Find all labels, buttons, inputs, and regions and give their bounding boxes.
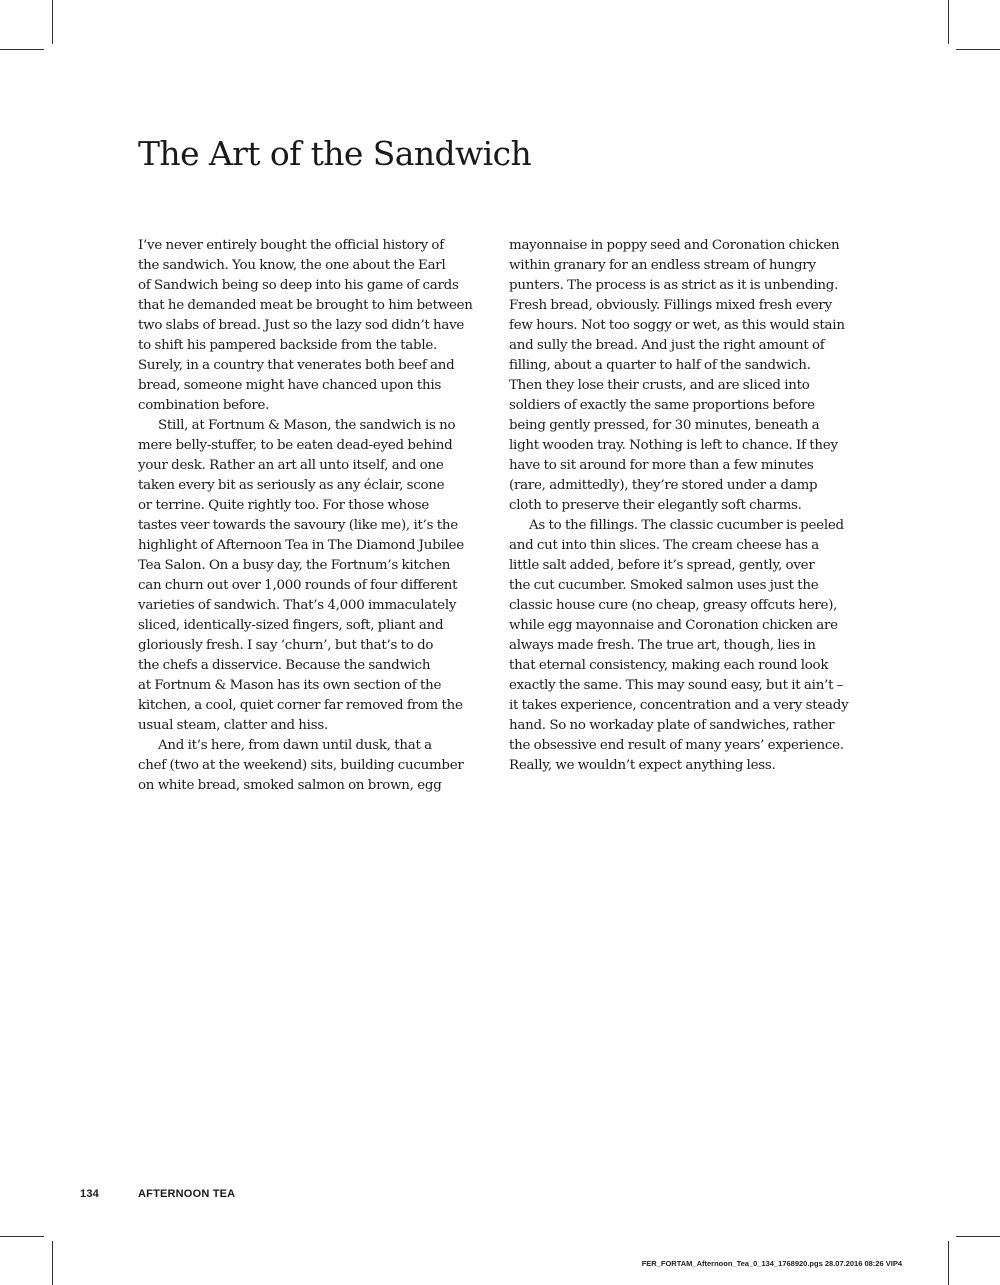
crop-mark-bottom-left-horizontal bbox=[0, 1236, 44, 1237]
text-line: always made fresh. The true art, though, lies in bbox=[509, 638, 816, 653]
text-line: chef (two at the weekend) sits, building cucumber bbox=[138, 758, 464, 773]
running-head: AFTERNOON TEA bbox=[138, 1188, 236, 1200]
crop-mark-top-left-horizontal bbox=[0, 49, 44, 50]
text-line: light wooden tray. Nothing is left to chance. If they bbox=[509, 438, 838, 453]
crop-mark-top-right-vertical bbox=[948, 0, 949, 44]
text-line: sliced, identically-sized fingers, soft, pliant and bbox=[138, 618, 444, 633]
text-line: Then they lose their crusts, and are sliced into bbox=[509, 378, 810, 393]
text-line: kitchen, a cool, quiet corner far removed from the bbox=[138, 698, 463, 713]
text-line: Really, we wouldn’t expect anything less. bbox=[509, 758, 776, 773]
text-line: I’ve never entirely bought the official history of bbox=[138, 238, 444, 253]
text-line: mayonnaise in poppy seed and Coronation chicken bbox=[509, 238, 840, 253]
text-line: (rare, admittedly), they’re stored under a damp bbox=[509, 478, 818, 493]
text-line: few hours. Not too soggy or wet, as this would stain bbox=[509, 318, 845, 333]
text-line: the sandwich. You know, the one about the Earl bbox=[138, 258, 446, 273]
text-line: on white bread, smoked salmon on brown, egg bbox=[138, 778, 442, 793]
text-line: your desk. Rather an art all unto itself, and one bbox=[138, 458, 444, 473]
text-line: of Sandwich being so deep into his game of cards bbox=[138, 278, 459, 293]
text-line: the cut cucumber. Smoked salmon uses just the bbox=[509, 578, 819, 593]
text-line: while egg mayonnaise and Coronation chicken are bbox=[509, 618, 838, 633]
text-line: hand. So no workaday plate of sandwiches, rather bbox=[509, 718, 835, 733]
text-line: bread, someone might have chanced upon this bbox=[138, 378, 442, 393]
text-line: two slabs of bread. Just so the lazy sod didn’t have bbox=[138, 318, 465, 333]
print-slug: FER_FORTAM_Afternoon_Tea_0_134_1768920.pgs 28.07.2016 08:26 VIP4 bbox=[641, 1259, 902, 1268]
text-line: Surely, in a country that venerates both beef and bbox=[138, 358, 455, 373]
body-column-left bbox=[138, 236, 490, 796]
text-line: the chefs a disservice. Because the sandwich bbox=[138, 658, 431, 673]
text-line: soldiers of exactly the same proportions before bbox=[509, 398, 815, 413]
body-column-right bbox=[509, 236, 861, 776]
crop-mark-top-left-vertical bbox=[52, 0, 53, 44]
text-line: exactly the same. This may sound easy, but it ain’t – bbox=[509, 678, 844, 693]
crop-mark-bottom-right-horizontal bbox=[956, 1236, 1000, 1237]
text-line: mere belly-stuffer, to be eaten dead-eyed behind bbox=[138, 438, 453, 453]
text-line: Still, at Fortnum & Mason, the sandwich is no bbox=[158, 418, 456, 433]
text-line: usual steam, clatter and hiss. bbox=[138, 718, 328, 733]
text-line: and cut into thin slices. The cream cheese has a bbox=[509, 538, 819, 553]
crop-mark-bottom-left-vertical bbox=[52, 1241, 53, 1285]
text-line: it takes experience, concentration and a very steady bbox=[509, 698, 849, 713]
text-line: Tea Salon. On a busy day, the Fortnum’s kitchen bbox=[138, 558, 451, 573]
text-line: that he demanded meat be brought to him between bbox=[138, 298, 473, 313]
text-line: varieties of sandwich. That’s 4,000 immaculately bbox=[138, 598, 457, 613]
page-footer bbox=[80, 1188, 235, 1200]
text-line: taken every bit as seriously as any éclair, scone bbox=[138, 478, 445, 493]
text-line: or terrine. Quite rightly too. For those whose bbox=[138, 498, 430, 513]
crop-mark-top-right-horizontal bbox=[956, 49, 1000, 50]
text-line: punters. The process is as strict as it is unbending. bbox=[509, 278, 839, 293]
text-line: highlight of Afternoon Tea in The Diamond Jubilee bbox=[138, 538, 464, 553]
text-line: filling, about a quarter to half of the sandwich. bbox=[509, 358, 811, 373]
text-line: gloriously fresh. I say ‘churn’, but that’s to do bbox=[138, 638, 434, 653]
text-line: to shift his pampered backside from the table. bbox=[138, 338, 438, 353]
crop-mark-bottom-right-vertical bbox=[948, 1241, 949, 1285]
text-line: tastes veer towards the savoury (like me), it’s the bbox=[138, 518, 458, 533]
text-line: can churn out over 1,000 rounds of four different bbox=[138, 578, 458, 593]
text-line: Fresh bread, obviously. Fillings mixed fresh every bbox=[509, 298, 832, 313]
text-line: And it’s here, from dawn until dusk, that a bbox=[158, 738, 432, 753]
text-line: cloth to preserve their elegantly soft charms. bbox=[509, 498, 802, 513]
text-line: little salt added, before it’s spread, gently, over bbox=[509, 558, 815, 573]
text-line: have to sit around for more than a few minutes bbox=[509, 458, 814, 473]
text-line: within granary for an endless stream of hungry bbox=[509, 258, 816, 273]
text-line: at Fortnum & Mason has its own section of the bbox=[138, 678, 442, 693]
page-number: 134 bbox=[80, 1188, 99, 1200]
page-title: The Art of the Sandwich bbox=[138, 134, 532, 173]
text-line: the obsessive end result of many years’ experience. bbox=[509, 738, 844, 753]
text-line: and sully the bread. And just the right amount of bbox=[509, 338, 825, 353]
text-line: classic house cure (no cheap, greasy offcuts here), bbox=[509, 598, 838, 613]
text-line: As to the fillings. The classic cucumber is peeled bbox=[529, 518, 844, 533]
text-line: combination before. bbox=[138, 398, 270, 413]
text-line: being gently pressed, for 30 minutes, beneath a bbox=[509, 418, 820, 433]
text-line: that eternal consistency, making each round look bbox=[509, 658, 829, 673]
